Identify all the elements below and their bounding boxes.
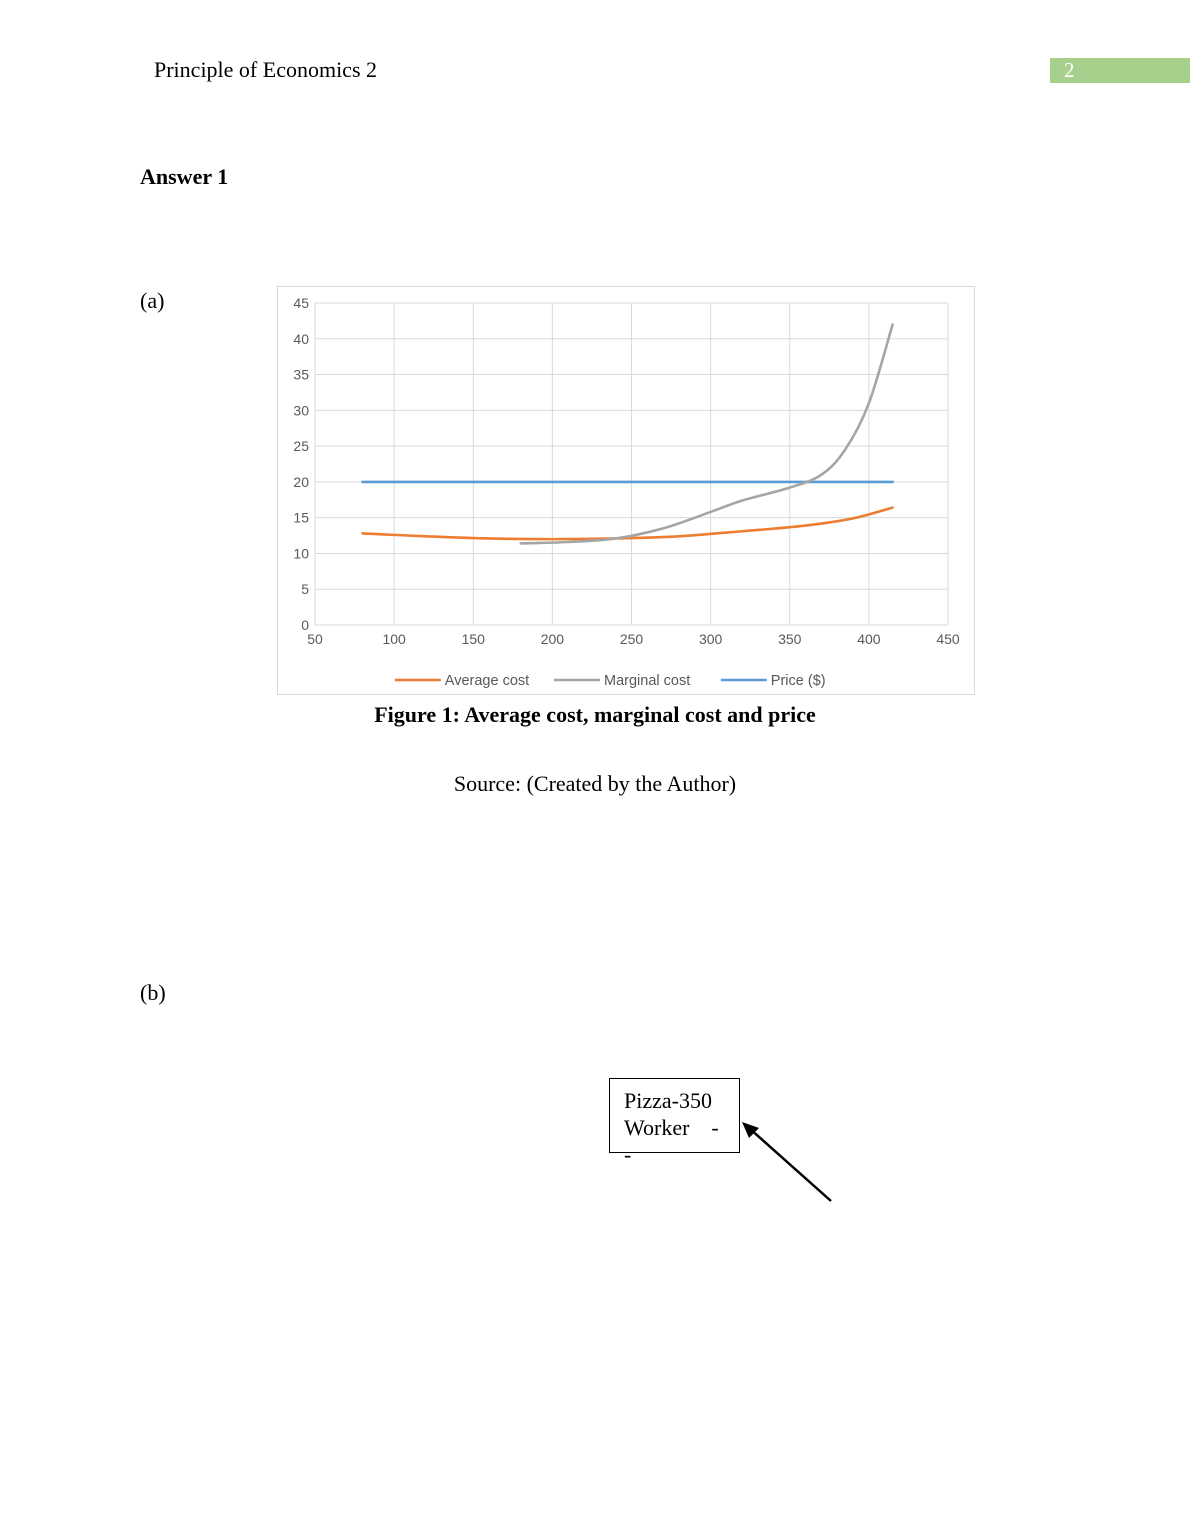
y-tick-label: 15 [293, 509, 309, 526]
callout-line-1: Pizza-350 [624, 1088, 712, 1113]
y-tick-label: 5 [301, 581, 309, 598]
page-number: 2 [1064, 58, 1075, 82]
x-tick-label: 100 [382, 631, 406, 647]
legend-label: Marginal cost [604, 673, 691, 689]
cost-price-chart [277, 286, 975, 695]
legend-label: Price ($) [770, 673, 826, 689]
source-note: Source: (Created by the Author) [453, 771, 737, 796]
x-tick-label: 300 [698, 631, 723, 647]
arrow-shaft [749, 1128, 831, 1201]
x-tick-label: 350 [778, 631, 802, 647]
y-tick-label: 35 [293, 366, 309, 383]
callout-arrow [735, 1115, 845, 1210]
callout-box [609, 1078, 740, 1167]
x-tick-label: 150 [461, 631, 485, 647]
part-a-label: (a) [140, 288, 165, 313]
y-tick-label: 30 [293, 402, 309, 419]
callout-line-3: - [624, 1142, 632, 1167]
series-line-average-cost [362, 508, 892, 539]
x-tick-label: 400 [857, 631, 881, 647]
y-tick-label: 10 [293, 545, 309, 562]
y-tick-label: 0 [301, 617, 309, 633]
y-tick-label: 20 [293, 473, 309, 490]
part-b-label: (b) [140, 980, 166, 1005]
x-tick-label: 450 [936, 631, 960, 647]
answer-heading: Answer 1 [140, 164, 229, 189]
running-header-title: Principle of Economics 2 [154, 57, 378, 82]
y-tick-label: 45 [293, 295, 309, 311]
figure-caption: Figure 1: Average cost, marginal cost and price [374, 702, 816, 727]
series-line-marginal-cost [521, 324, 893, 543]
legend-label: Average cost [444, 673, 530, 689]
callout-line-2: Worker - [624, 1115, 719, 1140]
y-tick-label: 25 [293, 438, 309, 455]
y-tick-label: 40 [293, 330, 309, 347]
x-tick-label: 200 [540, 631, 565, 647]
x-tick-label: 50 [307, 631, 323, 647]
x-tick-label: 250 [619, 631, 644, 647]
